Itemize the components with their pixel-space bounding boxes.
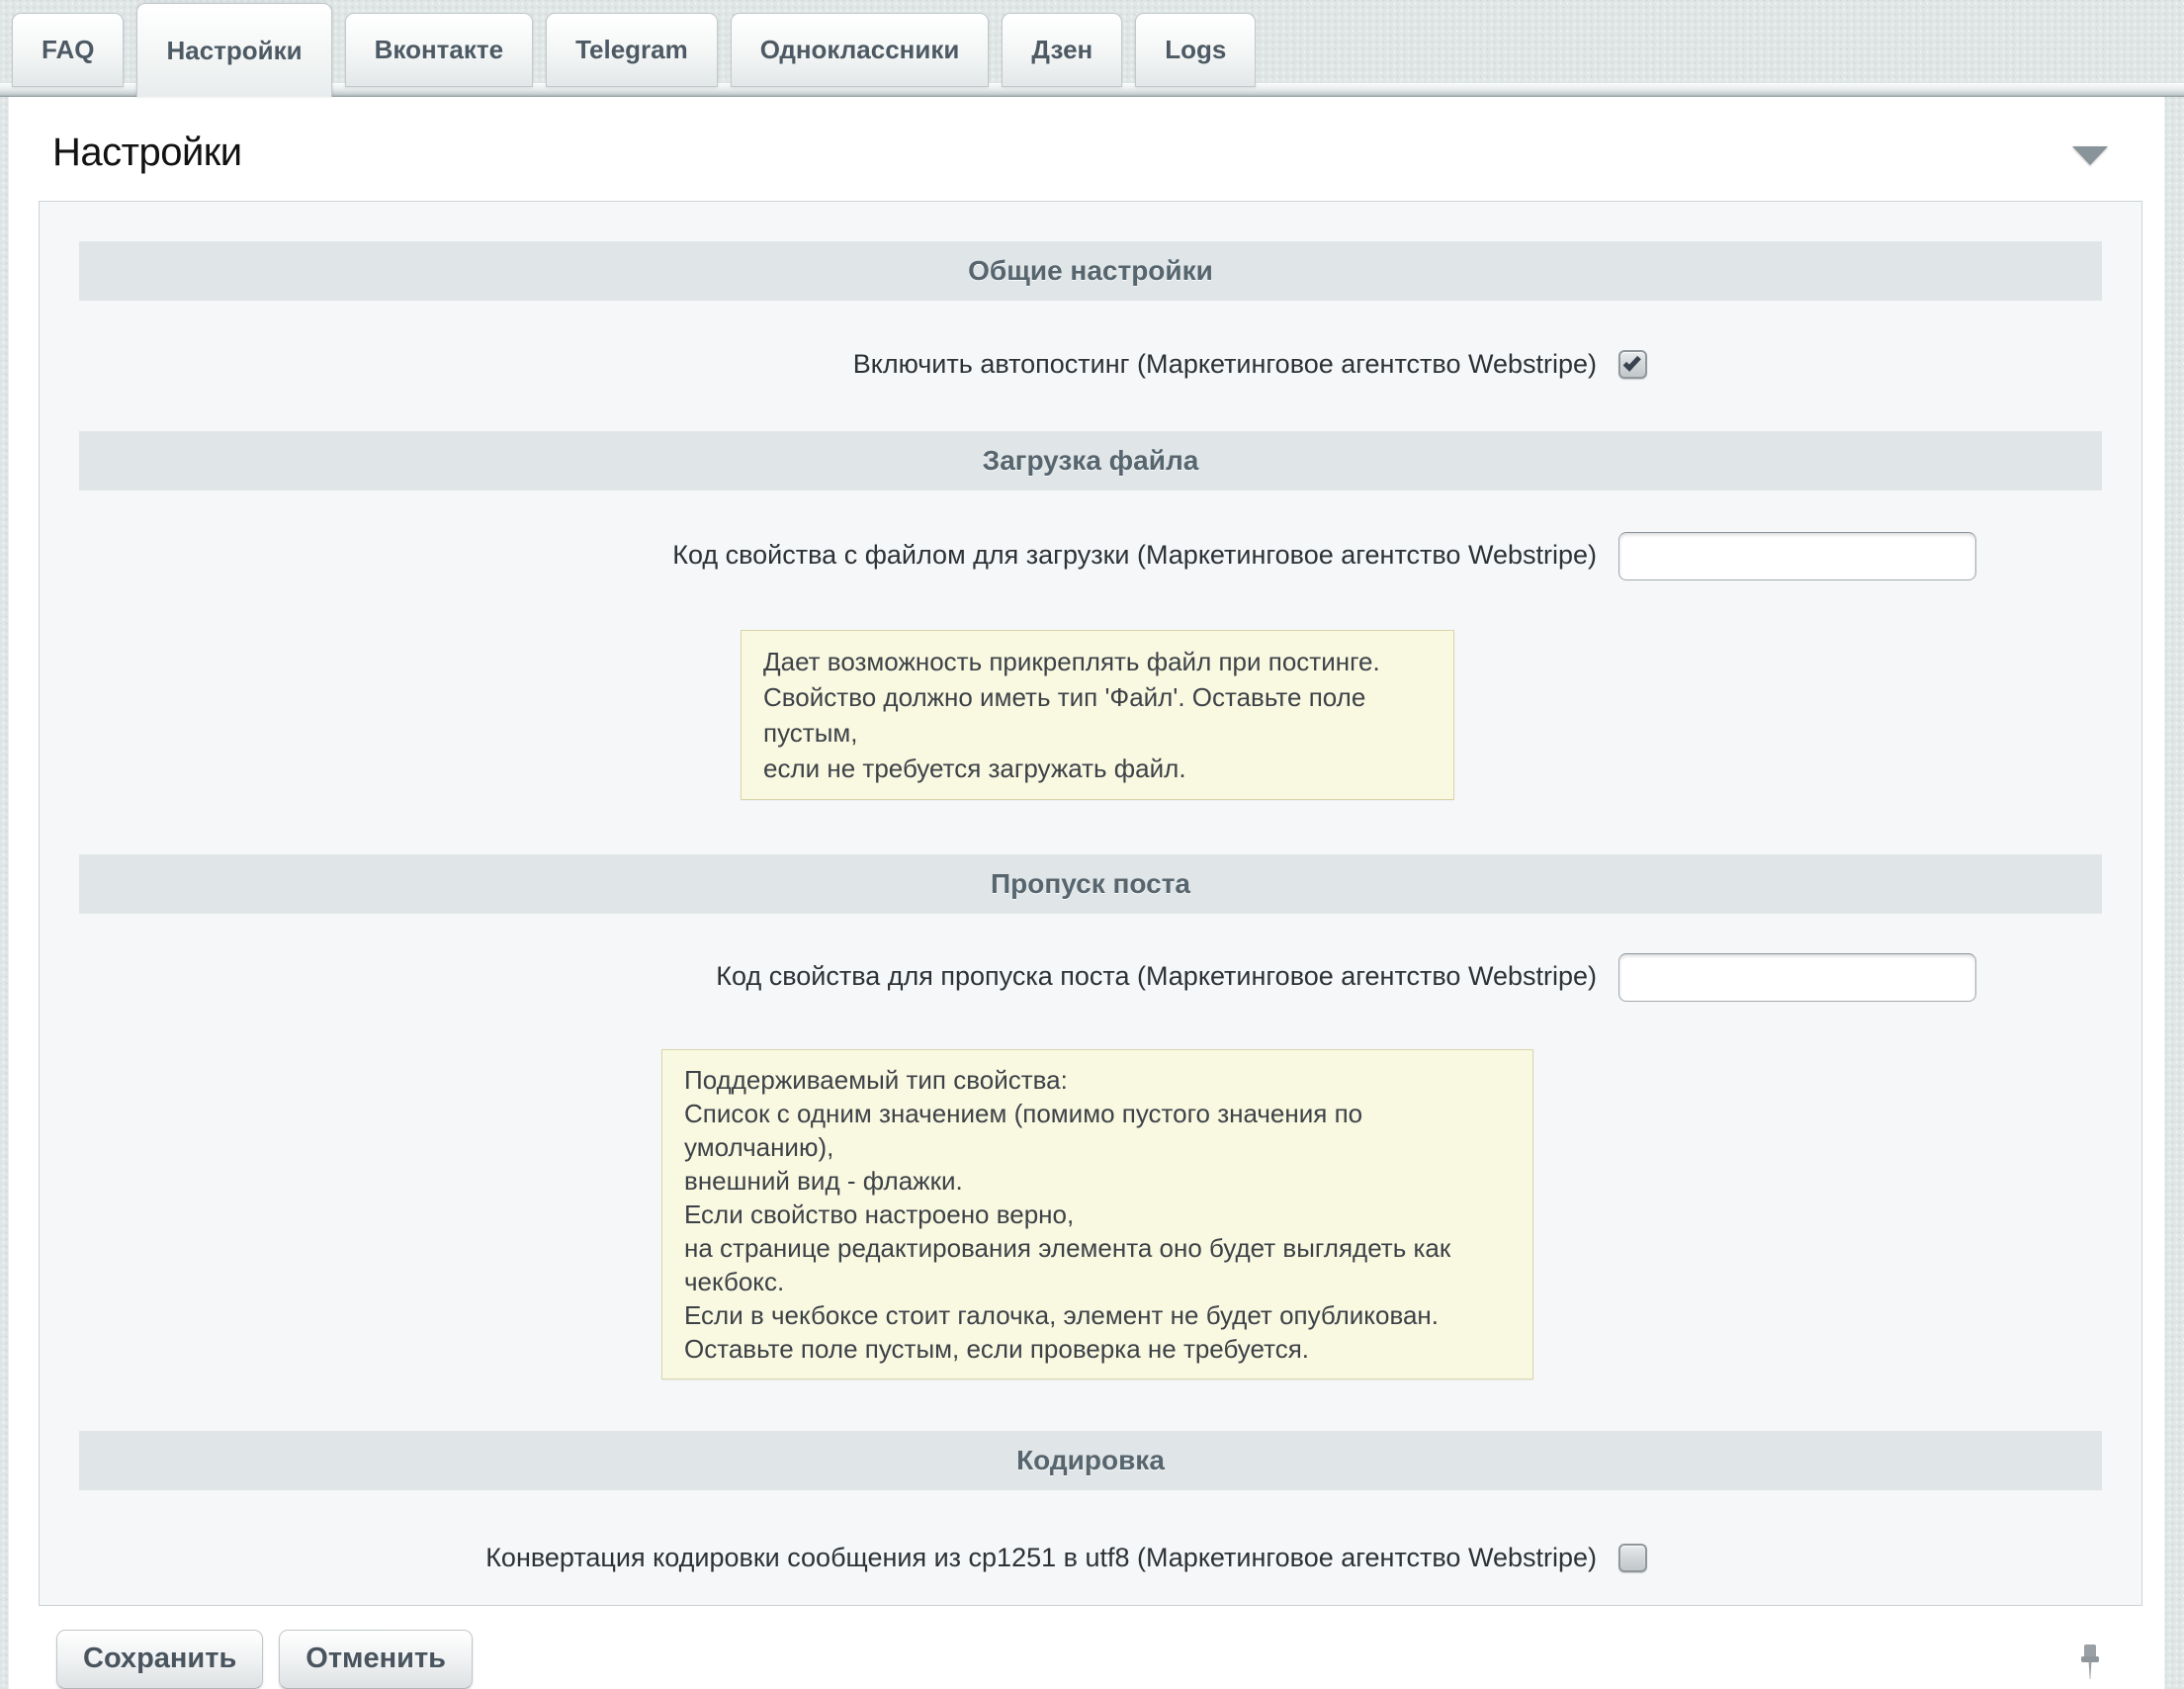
skip-code-note xyxy=(661,1049,1533,1379)
autoposting-row xyxy=(40,348,2141,382)
encoding-checkbox[interactable] xyxy=(1618,1544,1647,1572)
form-footer xyxy=(9,1606,2164,1689)
note-line: Если свойство настроено верно, xyxy=(684,1199,1075,1229)
checkmark-icon xyxy=(1623,353,1641,372)
tab-odnoklassniki[interactable]: Одноклассники xyxy=(731,13,990,87)
note-line: Дает возможность прикреплять файл при постинге. xyxy=(763,646,1380,676)
note-line: Оставьте поле пустым, если проверка не требуется. xyxy=(684,1333,1310,1364)
note-line: Если в чекбоксе стоит галочка, элемент не будет опубликован. xyxy=(684,1299,1440,1330)
tab-settings[interactable]: Настройки xyxy=(136,3,331,97)
file-code-label: Код свойства с файлом для загрузки (Маркетинговое агентство Webstripe) xyxy=(672,540,1597,571)
settings-panel xyxy=(39,201,2142,1606)
form-title-row xyxy=(9,97,2164,201)
note-line: Поддерживаемый тип свойства: xyxy=(684,1064,1068,1095)
cancel-button[interactable]: Отменить xyxy=(279,1630,473,1689)
section-header-upload: Загрузка файла xyxy=(79,431,2102,490)
tab-faq[interactable]: FAQ xyxy=(12,13,124,87)
chevron-down-icon xyxy=(2072,146,2108,165)
section-header-general: Общие настройки xyxy=(79,241,2102,301)
encoding-row xyxy=(40,1542,2141,1575)
note-line: Свойство должно иметь тип 'Файл'. Оставьте поле пустым, xyxy=(763,681,1366,748)
tab-telegram[interactable]: Telegram xyxy=(546,13,718,87)
file-code-row xyxy=(40,532,2141,580)
autoposting-checkbox[interactable] xyxy=(1618,350,1647,379)
autoposting-label: Включить автопостинг (Маркетинговое агентство Webstripe) xyxy=(852,349,1597,379)
note-line: Список с одним значением (помимо пустого значения по умолчанию), xyxy=(684,1098,1363,1162)
skip-code-label: Код свойства для пропуска поста (Маркетинговое агентство Webstripe) xyxy=(716,961,1597,992)
skip-code-row xyxy=(40,953,2141,1002)
encoding-label: Конвертация кодировки сообщения из cp1251 в utf8 (Маркетинговое агентство Webstripe) xyxy=(485,1542,1597,1572)
tab-vkontakte[interactable]: Вконтакте xyxy=(345,13,533,87)
note-line: на странице редактирования элемента оно будет выглядеть как чекбокс. xyxy=(684,1232,1451,1296)
pin-icon[interactable] xyxy=(2077,1644,2103,1687)
section-header-encoding: Кодировка xyxy=(79,1431,2102,1490)
tab-logs[interactable]: Logs xyxy=(1135,13,1256,87)
save-button[interactable]: Сохранить xyxy=(56,1630,263,1689)
page-title: Настройки xyxy=(52,131,242,174)
settings-form-container xyxy=(8,97,2165,1689)
file-code-input[interactable] xyxy=(1618,532,1976,580)
note-line: если не требуется загружать файл. xyxy=(763,753,1186,783)
tab-strip xyxy=(0,0,2184,97)
section-header-skip: Пропуск поста xyxy=(79,854,2102,914)
collapse-form-button[interactable] xyxy=(2071,146,2109,172)
file-code-note xyxy=(741,630,1454,800)
skip-code-input[interactable] xyxy=(1618,953,1976,1002)
note-line: внешний вид - флажки. xyxy=(684,1165,963,1196)
tab-dzen[interactable]: Дзен xyxy=(1002,13,1122,87)
